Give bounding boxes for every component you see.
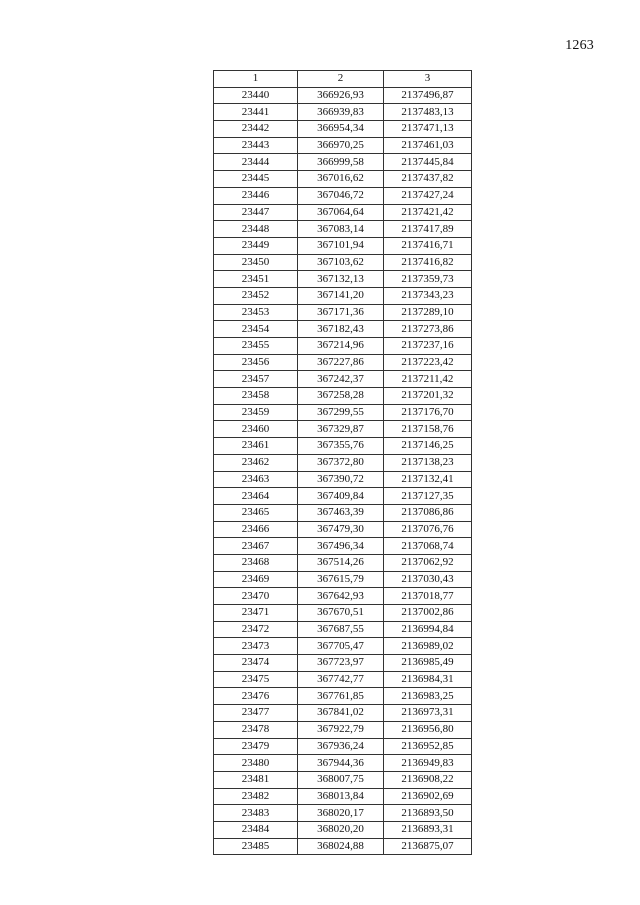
point-number-cell: 23463 [214,471,298,488]
x-coordinate-cell: 367390,72 [298,471,384,488]
y-coordinate-cell: 2137427,24 [384,187,472,204]
point-number-cell: 23460 [214,421,298,438]
y-coordinate-cell: 2137421,42 [384,204,472,221]
y-coordinate-cell: 2137237,16 [384,338,472,355]
y-coordinate-cell: 2137030,43 [384,571,472,588]
y-coordinate-cell: 2137076,76 [384,521,472,538]
point-number-cell: 23456 [214,354,298,371]
table-row [214,805,472,822]
point-number-cell: 23478 [214,721,298,738]
table-row [214,388,472,405]
x-coordinate-cell: 367642,93 [298,588,384,605]
point-number-cell: 23477 [214,705,298,722]
y-coordinate-cell: 2137289,10 [384,304,472,321]
table-header-row [214,71,472,88]
table-row [214,471,472,488]
table-row [214,254,472,271]
table-row [214,454,472,471]
point-number-cell: 23455 [214,338,298,355]
x-coordinate-cell: 367944,36 [298,755,384,772]
x-coordinate-cell: 367761,85 [298,688,384,705]
x-coordinate-cell: 367064,64 [298,204,384,221]
table-row [214,521,472,538]
x-coordinate-cell: 367182,43 [298,321,384,338]
x-coordinate-cell: 367171,36 [298,304,384,321]
point-number-cell: 23461 [214,438,298,455]
table-row [214,338,472,355]
table-row [214,571,472,588]
table-row [214,221,472,238]
table-row [214,287,472,304]
y-coordinate-cell: 2137417,89 [384,221,472,238]
y-coordinate-cell: 2136893,50 [384,805,472,822]
y-coordinate-cell: 2137496,87 [384,87,472,104]
x-coordinate-cell: 368020,17 [298,805,384,822]
x-coordinate-cell: 367329,87 [298,421,384,438]
y-coordinate-cell: 2137273,86 [384,321,472,338]
table-row [214,104,472,121]
y-coordinate-cell: 2137068,74 [384,538,472,555]
x-coordinate-cell: 368013,84 [298,788,384,805]
point-number-cell: 23444 [214,154,298,171]
table-row [214,504,472,521]
y-coordinate-cell: 2137138,23 [384,454,472,471]
y-coordinate-cell: 2136985,49 [384,655,472,672]
x-coordinate-cell: 367372,80 [298,454,384,471]
point-number-cell: 23483 [214,805,298,822]
page-number: 1263 [565,38,594,53]
column-header-point-number: 1 [214,71,298,88]
x-coordinate-cell: 367214,96 [298,338,384,355]
point-number-cell: 23441 [214,104,298,121]
point-number-cell: 23445 [214,171,298,188]
point-number-cell: 23453 [214,304,298,321]
table-body [214,87,472,855]
x-coordinate-cell: 367101,94 [298,237,384,254]
y-coordinate-cell: 2137416,82 [384,254,472,271]
point-number-cell: 23462 [214,454,298,471]
y-coordinate-cell: 2137343,23 [384,287,472,304]
x-coordinate-cell: 367132,13 [298,271,384,288]
x-coordinate-cell: 367496,34 [298,538,384,555]
point-number-cell: 23468 [214,554,298,571]
table-row [214,605,472,622]
y-coordinate-cell: 2136949,83 [384,755,472,772]
x-coordinate-cell: 367936,24 [298,738,384,755]
table-row [214,705,472,722]
table-row [214,354,472,371]
table-row [214,755,472,772]
y-coordinate-cell: 2136875,07 [384,838,472,855]
x-coordinate-cell: 368024,88 [298,838,384,855]
point-number-cell: 23447 [214,204,298,221]
y-coordinate-cell: 2136956,80 [384,721,472,738]
x-coordinate-cell: 367479,30 [298,521,384,538]
point-number-cell: 23443 [214,137,298,154]
table-row [214,438,472,455]
table-row [214,271,472,288]
x-coordinate-cell: 367514,26 [298,554,384,571]
x-coordinate-cell: 366970,25 [298,137,384,154]
y-coordinate-cell: 2136893,31 [384,821,472,838]
point-number-cell: 23481 [214,771,298,788]
x-coordinate-cell: 367742,77 [298,671,384,688]
point-number-cell: 23448 [214,221,298,238]
table-row [214,371,472,388]
table-row [214,421,472,438]
y-coordinate-cell: 2136973,31 [384,705,472,722]
x-coordinate-cell: 367687,55 [298,621,384,638]
table-row [214,204,472,221]
y-coordinate-cell: 2137127,35 [384,488,472,505]
table-row [214,538,472,555]
y-coordinate-cell: 2137176,70 [384,404,472,421]
point-number-cell: 23442 [214,121,298,138]
y-coordinate-cell: 2136983,25 [384,688,472,705]
table-row [214,771,472,788]
point-number-cell: 23457 [214,371,298,388]
x-coordinate-cell: 367046,72 [298,187,384,204]
y-coordinate-cell: 2136908,22 [384,771,472,788]
x-coordinate-cell: 367227,86 [298,354,384,371]
y-coordinate-cell: 2136984,31 [384,671,472,688]
x-coordinate-cell: 367299,55 [298,404,384,421]
y-coordinate-cell: 2137437,82 [384,171,472,188]
x-coordinate-cell: 367242,37 [298,371,384,388]
y-coordinate-cell: 2136989,02 [384,638,472,655]
point-number-cell: 23479 [214,738,298,755]
y-coordinate-cell: 2137146,25 [384,438,472,455]
point-number-cell: 23476 [214,688,298,705]
y-coordinate-cell: 2136902,69 [384,788,472,805]
table-row [214,721,472,738]
y-coordinate-cell: 2137002,86 [384,605,472,622]
table-row [214,87,472,104]
x-coordinate-cell: 366939,83 [298,104,384,121]
table-row [214,821,472,838]
point-number-cell: 23474 [214,655,298,672]
y-coordinate-cell: 2137132,41 [384,471,472,488]
table-row [214,154,472,171]
x-coordinate-cell: 368007,75 [298,771,384,788]
table-row [214,788,472,805]
table-row [214,671,472,688]
point-number-cell: 23471 [214,605,298,622]
point-number-cell: 23482 [214,788,298,805]
table-row [214,137,472,154]
x-coordinate-cell: 367463,39 [298,504,384,521]
point-number-cell: 23464 [214,488,298,505]
x-coordinate-cell: 366954,34 [298,121,384,138]
x-coordinate-cell: 367922,79 [298,721,384,738]
x-coordinate-cell: 367083,14 [298,221,384,238]
table-row [214,187,472,204]
point-number-cell: 23454 [214,321,298,338]
y-coordinate-cell: 2137483,13 [384,104,472,121]
point-number-cell: 23459 [214,404,298,421]
table-row [214,488,472,505]
table-row [214,638,472,655]
point-number-cell: 23451 [214,271,298,288]
table-row [214,554,472,571]
point-number-cell: 23452 [214,287,298,304]
x-coordinate-cell: 367409,84 [298,488,384,505]
point-number-cell: 23446 [214,187,298,204]
table-row [214,738,472,755]
point-number-cell: 23480 [214,755,298,772]
column-header-y: 3 [384,71,472,88]
y-coordinate-cell: 2136994,84 [384,621,472,638]
point-number-cell: 23484 [214,821,298,838]
x-coordinate-cell: 368020,20 [298,821,384,838]
x-coordinate-cell: 366926,93 [298,87,384,104]
point-number-cell: 23440 [214,87,298,104]
point-number-cell: 23449 [214,237,298,254]
x-coordinate-cell: 367705,47 [298,638,384,655]
y-coordinate-cell: 2136952,85 [384,738,472,755]
y-coordinate-cell: 2137086,86 [384,504,472,521]
y-coordinate-cell: 2137461,03 [384,137,472,154]
point-number-cell: 23472 [214,621,298,638]
point-number-cell: 23485 [214,838,298,855]
x-coordinate-cell: 367670,51 [298,605,384,622]
x-coordinate-cell: 367016,62 [298,171,384,188]
y-coordinate-cell: 2137158,76 [384,421,472,438]
table-row [214,588,472,605]
table-row [214,121,472,138]
x-coordinate-cell: 367355,76 [298,438,384,455]
table-row [214,688,472,705]
table-row [214,621,472,638]
table-row [214,304,472,321]
point-number-cell: 23473 [214,638,298,655]
x-coordinate-cell: 367841,02 [298,705,384,722]
x-coordinate-cell: 366999,58 [298,154,384,171]
y-coordinate-cell: 2137018,77 [384,588,472,605]
x-coordinate-cell: 367615,79 [298,571,384,588]
y-coordinate-cell: 2137211,42 [384,371,472,388]
point-number-cell: 23475 [214,671,298,688]
table-row [214,171,472,188]
table-row [214,237,472,254]
point-number-cell: 23465 [214,504,298,521]
table-row [214,655,472,672]
point-number-cell: 23470 [214,588,298,605]
point-number-cell: 23458 [214,388,298,405]
table-row [214,321,472,338]
y-coordinate-cell: 2137201,32 [384,388,472,405]
point-number-cell: 23467 [214,538,298,555]
y-coordinate-cell: 2137359,73 [384,271,472,288]
column-header-x: 2 [298,71,384,88]
point-number-cell: 23466 [214,521,298,538]
point-number-cell: 23450 [214,254,298,271]
x-coordinate-cell: 367103,62 [298,254,384,271]
x-coordinate-cell: 367141,20 [298,287,384,304]
y-coordinate-cell: 2137223,42 [384,354,472,371]
y-coordinate-cell: 2137445,84 [384,154,472,171]
y-coordinate-cell: 2137471,13 [384,121,472,138]
x-coordinate-cell: 367723,97 [298,655,384,672]
y-coordinate-cell: 2137416,71 [384,237,472,254]
x-coordinate-cell: 367258,28 [298,388,384,405]
y-coordinate-cell: 2137062,92 [384,554,472,571]
coordinates-table [213,70,472,855]
point-number-cell: 23469 [214,571,298,588]
table-row [214,838,472,855]
table-row [214,404,472,421]
